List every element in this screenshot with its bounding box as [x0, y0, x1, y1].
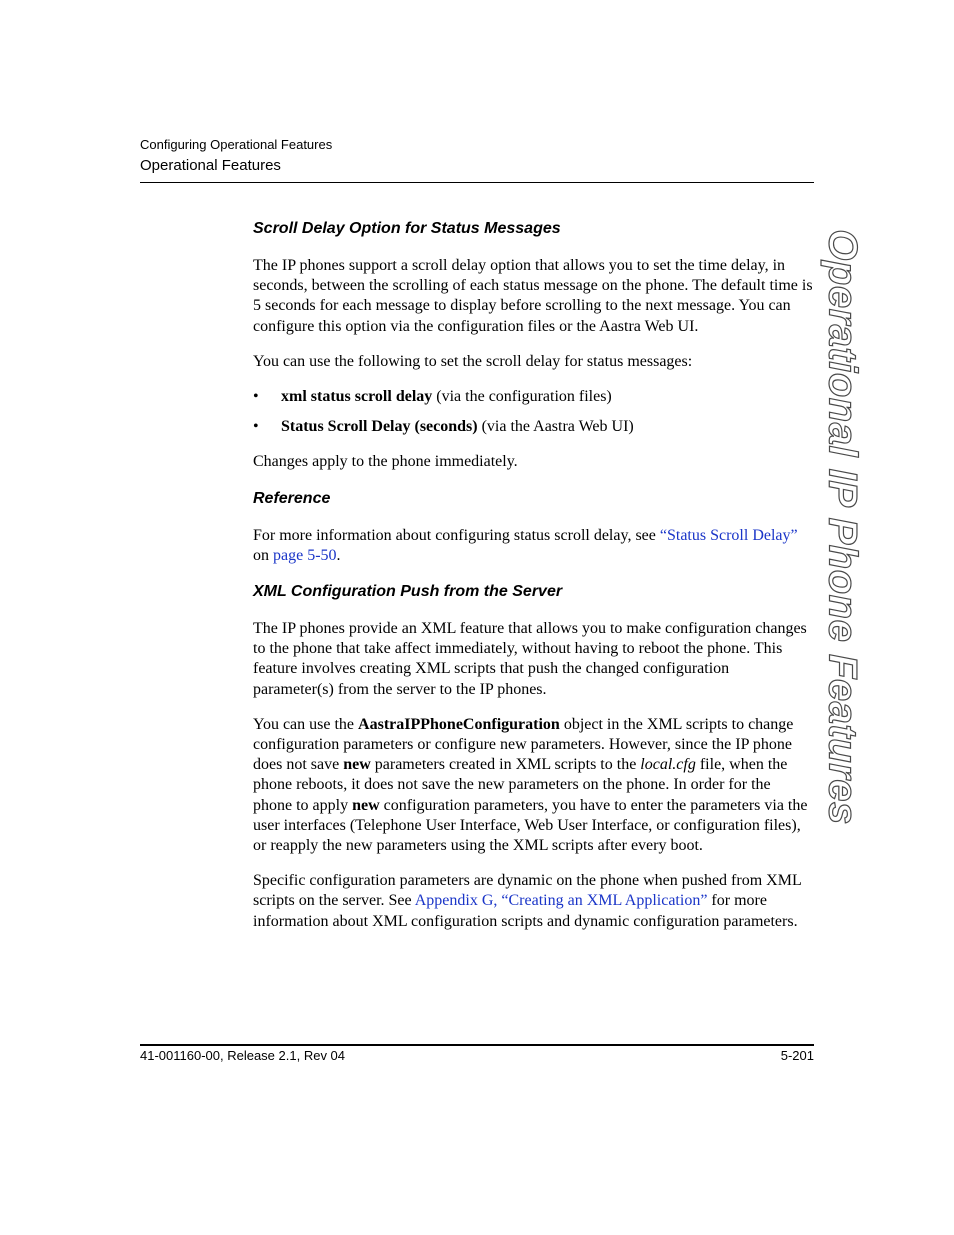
filename: local.cfg	[640, 756, 696, 774]
footer-rule	[140, 1044, 814, 1046]
xml-paragraph-3	[253, 871, 813, 932]
param-name: Status Scroll Delay (seconds)	[281, 418, 478, 436]
running-header-chapter: Configuring Operational Features	[140, 137, 333, 152]
section-title-xml-push: XML Configuration Push from the Server	[253, 583, 563, 601]
reference-text-end: .	[336, 546, 341, 564]
scroll-delay-paragraph-2: You can use the following to set the scroll delay for status messages:	[253, 352, 693, 370]
param-desc: (via the configuration files)	[432, 388, 612, 406]
link-page-5-50[interactable]: page 5-50	[273, 546, 337, 564]
param-name: xml status scroll delay	[281, 388, 433, 406]
scroll-delay-list	[253, 387, 813, 437]
running-header-section: Operational Features	[140, 157, 281, 174]
xml-paragraph-1: The IP phones provide an XML feature that allows you to make configuration changes to the phone that take affect immediately, without having to reboot the phone. This feature involves creating XML scripts that push the changed configuration parameter(s) from the server to the IP phones.	[253, 620, 807, 698]
side-tab-label: Operational IP Phone Features	[820, 229, 865, 825]
bullet-icon: •	[253, 418, 259, 436]
text: parameters created in XML scripts to the	[370, 756, 641, 774]
emphasis: new	[352, 796, 380, 814]
section-title-reference: Reference	[253, 489, 331, 507]
side-tab	[820, 229, 865, 825]
footer-page-number: 5-201	[780, 1048, 814, 1063]
reference-text-mid: on	[253, 546, 273, 564]
list-item	[253, 387, 813, 407]
object-name: AastraIPPhoneConfiguration	[358, 715, 560, 733]
text: for more information about XML configuration scripts and dynamic configuration parameters.	[253, 892, 798, 930]
scroll-delay-paragraph-1: The IP phones support a scroll delay option that allows you to set the time delay, in seconds, between the scrolling of each status message on the phone. The default time is 5 seconds for each message to display before scrolling to the next message. You can configure this option via the configuration files or the Aastra Web UI.	[253, 257, 813, 335]
link-status-scroll-delay[interactable]: “Status Scroll Delay”	[659, 526, 798, 544]
text: configuration parameters, you have to enter the parameters via the user interfaces (Telephone User Interface, Web User Interface, or configuration files), or reapply the new parameters using the XML scripts after every boot.	[253, 796, 808, 855]
text: Specific configuration parameters are dynamic on the phone when pushed from XML scripts on the server. See	[253, 872, 802, 910]
text: You can use the	[253, 715, 359, 733]
list-item	[253, 417, 813, 437]
link-appendix-g[interactable]: Appendix G, “Creating an XML Application”	[414, 892, 708, 910]
reference-text: For more information about configuring status scroll delay, see	[253, 526, 660, 544]
scroll-delay-paragraph-3: Changes apply to the phone immediately.	[253, 453, 518, 471]
text: file, when the phone reboots, it does not save the new parameters on the phone. In order for the phone to apply	[253, 756, 788, 814]
page-content	[253, 218, 813, 947]
reference-paragraph	[253, 526, 813, 566]
bullet-icon: •	[253, 388, 259, 406]
section-title-scroll-delay: Scroll Delay Option for Status Messages	[253, 220, 561, 237]
param-desc: (via the Aastra Web UI)	[477, 418, 634, 436]
footer-doc-id: 41-001160-00, Release 2.1, Rev 04	[140, 1048, 346, 1063]
text: object in the XML scripts to change configuration parameters or configure new parameters. However, since the IP phone does not save	[253, 715, 794, 774]
xml-paragraph-2	[253, 715, 813, 856]
emphasis: new	[343, 756, 371, 774]
header-rule	[140, 182, 814, 183]
